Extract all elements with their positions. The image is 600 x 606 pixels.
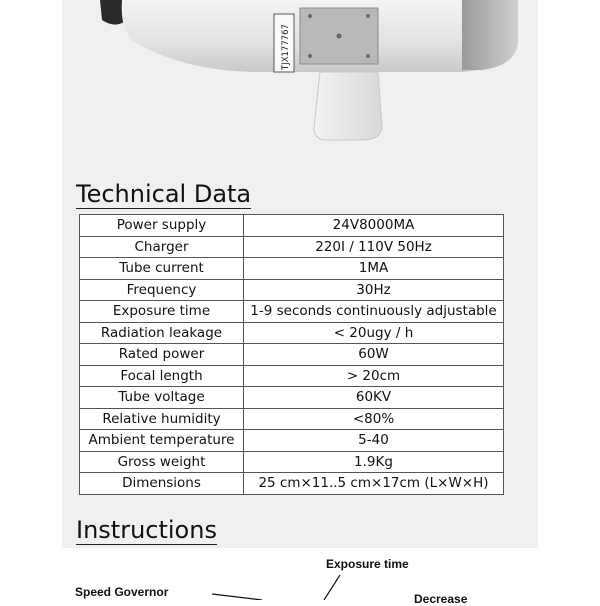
spec-row	[80, 430, 504, 452]
spec-key: Dimensions	[80, 473, 244, 495]
spec-key: Radiation leakage	[80, 322, 244, 344]
product-sheet	[62, 0, 538, 606]
serial-number: TJX177767	[281, 24, 291, 70]
spec-value: 1.9Kg	[244, 451, 504, 473]
spec-key: Charger	[80, 236, 244, 258]
spec-key: Gross weight	[80, 451, 244, 473]
spec-key: Tube current	[80, 258, 244, 280]
spec-row	[80, 344, 504, 366]
spec-key: Frequency	[80, 279, 244, 301]
spec-value: <80%	[244, 408, 504, 430]
spec-row	[80, 365, 504, 387]
spec-value: 220I / 110V 50Hz	[244, 236, 504, 258]
spec-value: 24V8000MA	[244, 215, 504, 237]
spec-key: Exposure time	[80, 301, 244, 323]
spec-value: < 20ugy / h	[244, 322, 504, 344]
device-handle	[314, 72, 382, 140]
spec-value: 5-40	[244, 430, 504, 452]
spec-value: 1-9 seconds continuously adjustable	[244, 301, 504, 323]
speed-governor-label: Speed Governor	[75, 585, 169, 599]
spec-value: 60W	[244, 344, 504, 366]
technical-data-title: Technical Data	[76, 180, 252, 208]
lens-ring	[100, 0, 124, 25]
spec-value: 25 cm×11..5 cm×17cm (L×W×H)	[244, 473, 504, 495]
spec-row	[80, 236, 504, 258]
spec-row	[80, 387, 504, 409]
decrease-label: Decrease	[414, 592, 468, 606]
spec-value: 60KV	[244, 387, 504, 409]
spec-key: Power supply	[80, 215, 244, 237]
technical-data-table	[79, 214, 504, 495]
diagram-lines	[62, 548, 538, 600]
spec-key: Rated power	[80, 344, 244, 366]
spec-value: 1MA	[244, 258, 504, 280]
spec-value: 30Hz	[244, 279, 504, 301]
spec-key: Focal length	[80, 365, 244, 387]
spec-row	[80, 258, 504, 280]
spec-row	[80, 215, 504, 237]
device-cap	[462, 0, 518, 70]
spec-key: Tube voltage	[80, 387, 244, 409]
instructions-diagram	[62, 548, 538, 606]
device-photo	[62, 0, 538, 160]
spec-row	[80, 279, 504, 301]
exposure-time-label: Exposure time	[326, 557, 409, 571]
spec-row	[80, 408, 504, 430]
spec-key: Ambient temperature	[80, 430, 244, 452]
spec-key: Relative humidity	[80, 408, 244, 430]
instructions-title: Instructions	[76, 516, 217, 544]
spec-row	[80, 301, 504, 323]
spec-value: > 20cm	[244, 365, 504, 387]
spec-row	[80, 451, 504, 473]
spec-row	[80, 322, 504, 344]
spec-row	[80, 473, 504, 495]
